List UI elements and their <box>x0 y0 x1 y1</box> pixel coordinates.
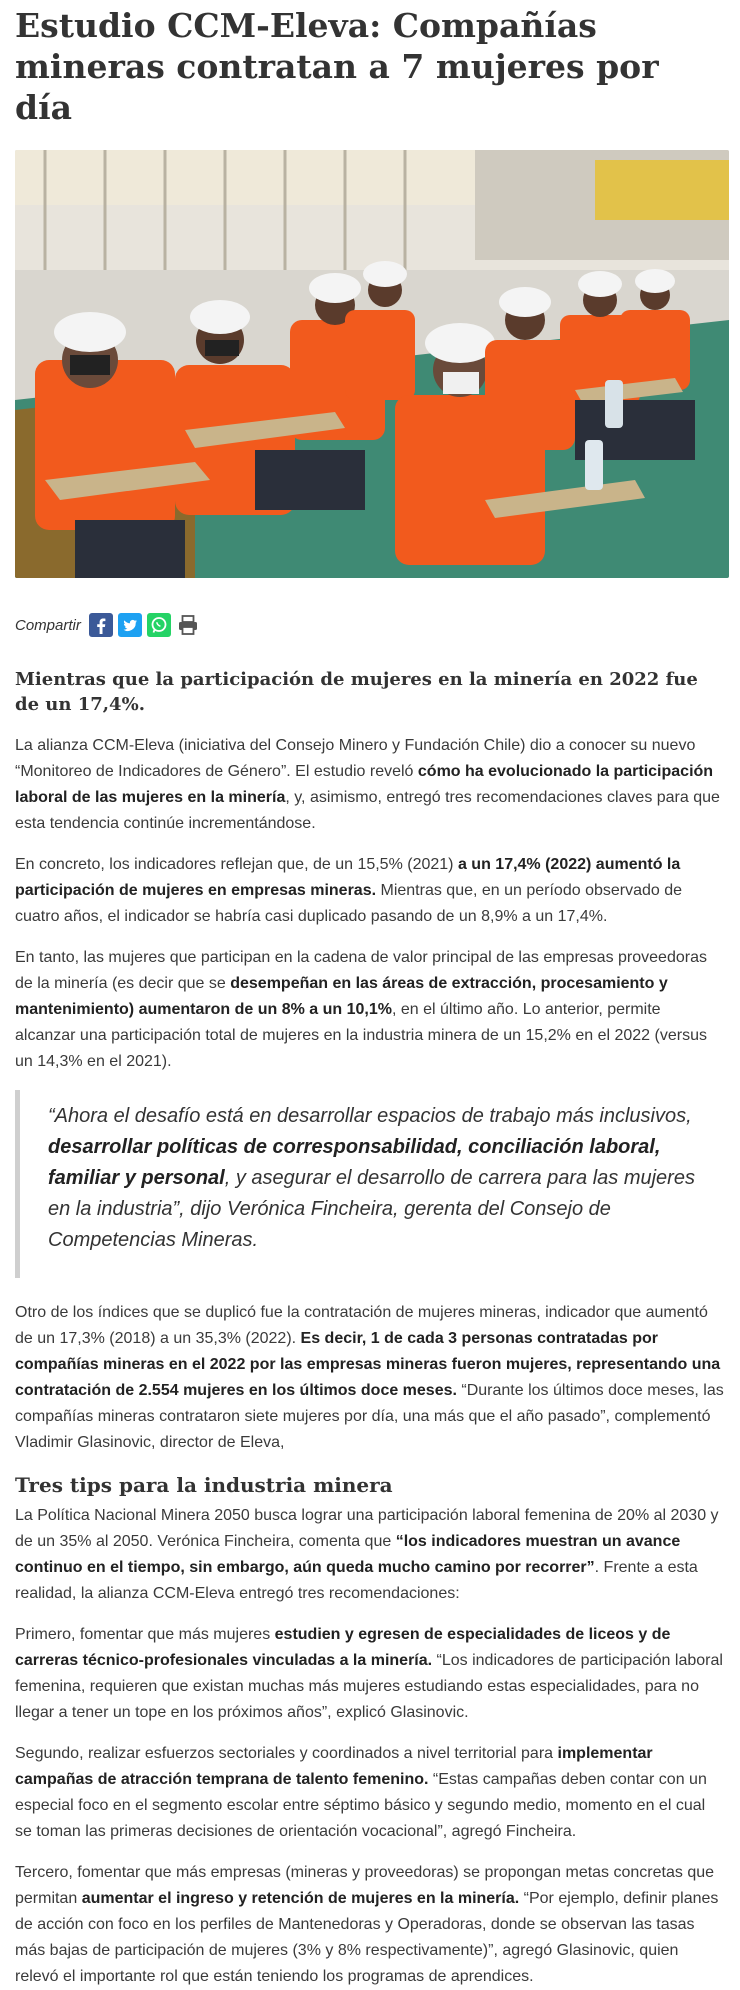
facebook-icon[interactable] <box>89 613 113 637</box>
article-title: Estudio CCM-Eleva: Compañías mineras contratan a 7 mujeres por día <box>15 6 659 127</box>
section-heading: Tres tips para la industria minera <box>15 1473 393 1497</box>
paragraph-8: Tercero, fomentar que más empresas (mineras y proveedoras) se propongan metas concretas que permitan aumentar el ingreso y retención de mujeres en la minería. “Por ejemplo, definir planes de acción con foco en los perfiles de Mantenedoras y Operadoras, donde se observan las tasas más bajas de participación de mujeres (3% y 8% respectivamente)”, agregó Glasinovic, quien relevó el importante rol que están teniendo los programas de aprendices. <box>15 1864 719 1985</box>
twitter-icon[interactable] <box>118 613 142 637</box>
article-lead: Mientras que la participación de mujeres en la minería en 2022 fue de un 17,4%. <box>15 669 698 715</box>
paragraph-1: La alianza CCM-Eleva (iniciativa del Consejo Minero y Fundación Chile) dio a conocer su nuevo “Monitoreo de Indicadores de Género”. El estudio reveló cómo ha evolucionado la participación laboral de las mujeres en la minería, y, asimismo, entregó tres recomendaciones claves para que esta tendencia continúe incrementándose. <box>15 737 720 832</box>
paragraph-3: En tanto, las mujeres que participan en la cadena de valor principal de las empresas proveedoras de la minería (es decir que se desempeñan en las áreas de extracción, procesamiento y mantenimiento) aumentaron de un 8% a un 10,1%, en el último año. Lo anterior, permite alcanzar una participación total de mujeres en la industria minera de un 15,2% en el 2022 (versus un 14,3% en el 2021). <box>15 949 707 1070</box>
hero-photo <box>15 150 729 578</box>
pull-quote: “Ahora el desafío está en desarrollar espacios de trabajo más inclusivos, desarrollar políticas de corresponsabilidad, conciliación laboral, familiar y personal, y asegurar el desarrollo de carrera para las mujeres en la industria”, dijo Verónica Fincheira, gerenta del Consejo de Competencias Mineras. <box>15 1090 724 1278</box>
paragraph-2: En concreto, los indicadores reflejan que, de un 15,5% (2021) a un 17,4% (2022) aumentó la participación de mujeres en empresas mineras. Mientras que, en un período observado de cuatro años, el indicador se habría casi duplicado pasando de un 8,9% a un 17,4%. <box>15 856 683 925</box>
share-bar <box>15 611 724 639</box>
paragraph-7: Segundo, realizar esfuerzos sectoriales y coordinados a nivel territorial para implementar campañas de atracción temprana de talento femenino. “Estas campañas deben contar con un especial foco en el segmento escolar entre séptimo básico y segundo medio, momento en el cual se toman las primeras decisiones de orientación vocacional”, agregó Fincheira. <box>15 1745 707 1840</box>
share-label: Compartir <box>15 616 81 634</box>
whatsapp-icon[interactable] <box>147 613 171 637</box>
print-icon[interactable] <box>176 613 200 637</box>
paragraph-4: Otro de los índices que se duplicó fue la contratación de mujeres mineras, indicador que aumentó de un 17,3% (2018) a un 35,3% (2022). Es decir, 1 de cada 3 personas contratadas por compañías mineras en el 2022 por las empresas mineras fueron mujeres, representando una contratación de 2.554 mujeres en los últimos doce meses. “Durante los últimos doce meses, las compañías mineras contrataron siete mujeres por día, una más que el año pasado”, complementó Vladimir Glasinovic, director de Eleva, <box>15 1304 724 1451</box>
article <box>0 5 740 1990</box>
paragraph-5: La Política Nacional Minera 2050 busca lograr una participación laboral femenina de 20% al 2030 y de un 35% al 2050. Verónica Fincheira, comenta que “los indicadores muestran un avance continuo en el tiempo, sin embargo, aún queda mucho camino por recorrer”. Frente a esta realidad, la alianza CCM-Eleva entregó tres recomendaciones: <box>15 1507 719 1602</box>
paragraph-6: Primero, fomentar que más mujeres estudien y egresen de especialidades de liceos y de carreras técnico-profesionales vinculadas a la minería. “Los indicadores de participación laboral femenina, requieren que existan muchas más mujeres estudiando estas especialidades, para no llegar a tener un tope en los próximos años”, explicó Glasinovic. <box>15 1626 723 1721</box>
